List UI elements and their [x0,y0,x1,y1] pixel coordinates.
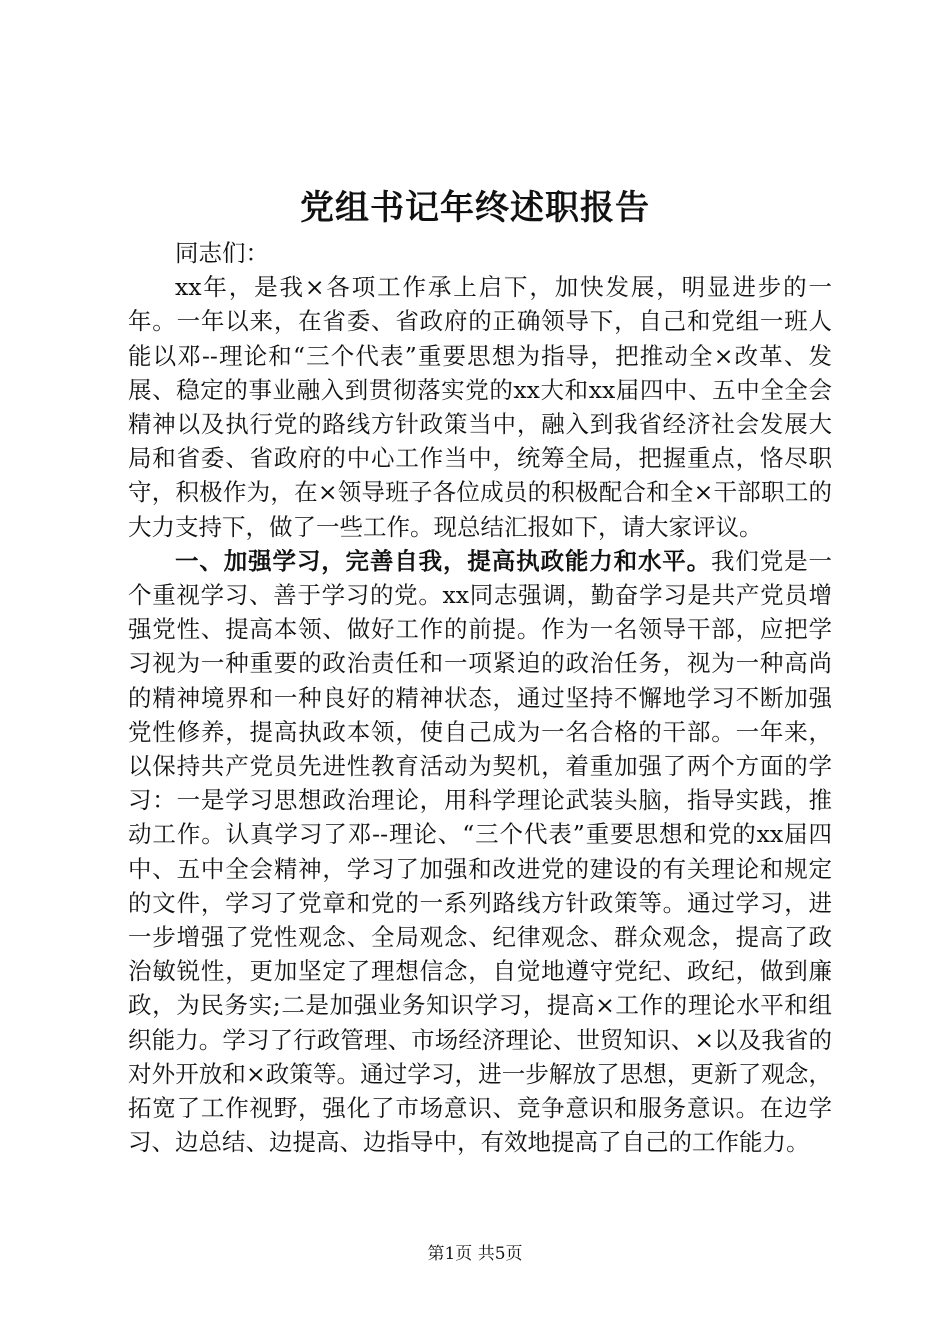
page-number-footer: 第1页 共5页 [427,1244,523,1264]
document-body [128,236,832,1159]
section-1-text: 我们党是一个重视学习、善于学习的党。xx同志强调，勤奋学习是共产党员增强党性、提高本领、做好工作的前提。作为一名领导干部，应把学习视为一种重要的政治责任和一项紧迫的政治任务，视为一种高尚的精神境界和一种良好的精神状态，通过坚持不懈地学习不断加强党性修养，提高执政本领，使自己成为一名合格的干部。一年来，以保持共产党员先进性教育活动为契机，着重加强了两个方面的学习：一是学习思想政治理论，用科学理论武装头脑，指导实践，推动工作。认真学习了邓--理论、“三个代表”重要思想和党的xx届四中、五中全会精神，学习了加强和改进党的建设的有关理论和规定的文件，学习了党章和党的一系列路线方针政策等。通过学习，进一步增强了党性观念、全局观念、纪律观念、群众观念，提高了政治敏锐性，更加坚定了理想信念，自觉地遵守党纪、政纪，做到廉政，为民务实;二是加强业务知识学习，提高×工作的理论水平和组织能力。学习了行政管理、市场经济理论、世贸知识、×以及我省的对外开放和×政策等。通过学习，进一步解放了思想，更新了观念，拓宽了工作视野，强化了市场意识、竞争意识和服务意识。在边学习、边总结、边提高、边指导中，有效地提高了自己的工作能力。 [128,546,833,1157]
paragraph-section-1 [128,544,832,1160]
document-title: 党组书记年终述职报告 [300,188,650,228]
paragraph-intro-text: xx年，是我×各项工作承上启下，加快发展，明显进步的一年。一年以来，在省委、省政府的正确领导下，自己和党组一班人能以邓--理论和“三个代表”重要思想为指导，把推动全×改革、发展、稳定的事业融入到贯彻落实党的xx大和xx届四中、五中全全会精神以及执行党的路线方针政策当中，融入到我省经济社会发展大局和省委、省政府的中心工作当中，统筹全局，把握重点，恪尽职守，积极作为，在×领导班子各位成员的积极配合和全×干部职工的大力支持下，做了一些工作。现总结汇报如下，请大家评议。 [128,273,832,541]
paragraph-intro [128,270,832,544]
section-1-heading: 一、加强学习，完善自我，提高执政能力和水平。 [175,546,712,575]
salutation: 同志们： [175,239,269,267]
